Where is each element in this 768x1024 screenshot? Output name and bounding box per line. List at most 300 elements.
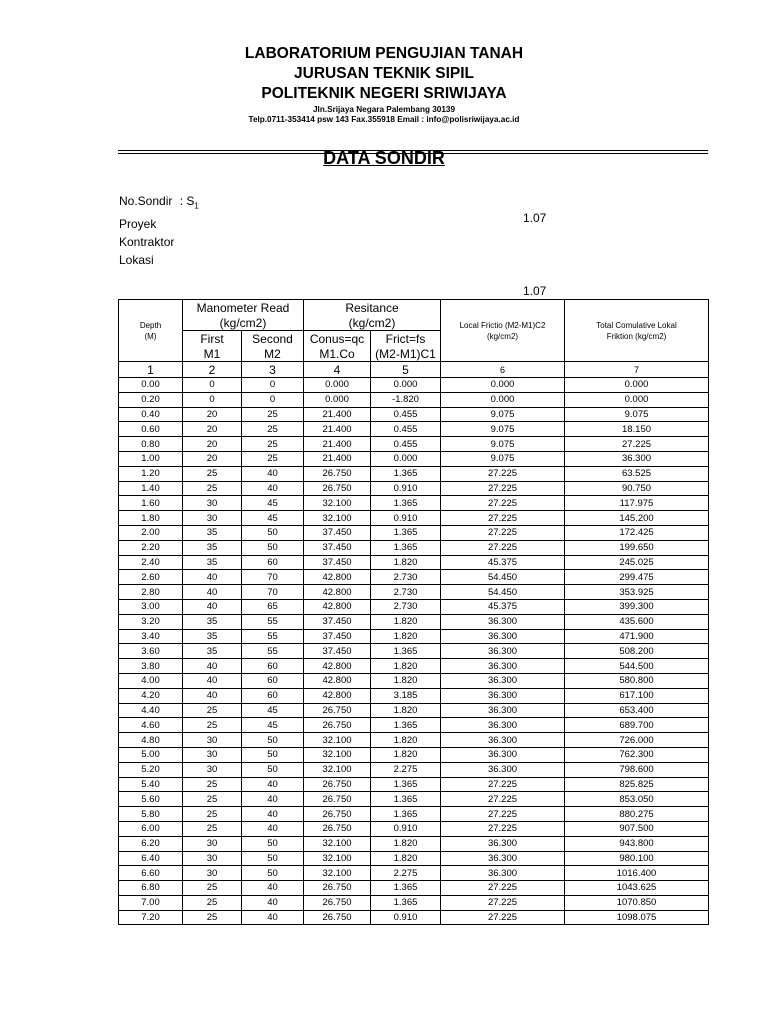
table-cell: 117.975 [565, 496, 709, 511]
table-cell: 40 [242, 792, 304, 807]
table-row [119, 392, 709, 407]
table-cell: 2.730 [371, 599, 441, 614]
no-sondir-subscript: 1 [194, 201, 199, 211]
table-cell: 27.225 [441, 481, 565, 496]
table-cell: 907.500 [565, 821, 709, 836]
header-line-3: POLITEKNIK NEGERI SRIWIJAYA [261, 85, 507, 102]
table-row [119, 836, 709, 851]
table-cell: 27.225 [441, 821, 565, 836]
table-cell: 40 [242, 895, 304, 910]
table-cell: 36.300 [441, 836, 565, 851]
table-cell: 50 [242, 540, 304, 555]
table-cell: 1.00 [119, 451, 183, 466]
table-cell: 42.800 [304, 659, 371, 674]
table-cell: 30 [183, 866, 242, 881]
table-cell: 27.225 [441, 792, 565, 807]
table-cell: 1.365 [371, 466, 441, 481]
table-cell: 1.820 [371, 673, 441, 688]
table-cell: 45 [242, 703, 304, 718]
table-cell: 21.400 [304, 422, 371, 437]
table-cell: 30 [183, 836, 242, 851]
table-cell: 54.450 [441, 585, 565, 600]
table-row [119, 496, 709, 511]
table-cell: 1.820 [371, 555, 441, 570]
table-cell: 3.80 [119, 659, 183, 674]
table-cell: 25 [242, 422, 304, 437]
table-cell: 27.225 [565, 437, 709, 452]
table-cell: 1.820 [371, 836, 441, 851]
table-cell: 70 [242, 585, 304, 600]
table-cell: 32.100 [304, 511, 371, 526]
table-cell: 40 [242, 881, 304, 896]
header-resitance: Resitance [304, 300, 441, 316]
table-cell: 32.100 [304, 496, 371, 511]
table-cell: 1.20 [119, 466, 183, 481]
table-cell: 0.910 [371, 821, 441, 836]
table-cell: 36.300 [441, 762, 565, 777]
table-row [119, 555, 709, 570]
table-cell: 1.365 [371, 718, 441, 733]
table-cell: 4.80 [119, 733, 183, 748]
table-cell: 245.025 [565, 555, 709, 570]
lab-header [0, 44, 768, 125]
table-cell: 853.050 [565, 792, 709, 807]
meta-value-b: 1.07 [523, 284, 547, 298]
table-cell: 6.40 [119, 851, 183, 866]
header-frict: Frict=fs [371, 331, 441, 347]
table-cell: 37.450 [304, 629, 371, 644]
table-cell: 30 [183, 733, 242, 748]
table-cell: 2.275 [371, 762, 441, 777]
table-row [119, 688, 709, 703]
table-cell: 27.225 [441, 910, 565, 925]
table-cell: 2.40 [119, 555, 183, 570]
table-cell: 9.075 [441, 407, 565, 422]
table-cell: 825.825 [565, 777, 709, 792]
table-cell: 25 [183, 777, 242, 792]
table-cell: 4.00 [119, 673, 183, 688]
table-row [119, 481, 709, 496]
table-row [119, 807, 709, 822]
column-number-row [119, 362, 709, 378]
table-cell: 1.365 [371, 644, 441, 659]
table-row [119, 466, 709, 481]
table-cell: 1.820 [371, 659, 441, 674]
table-cell: 36.300 [441, 659, 565, 674]
table-cell: 36.300 [441, 718, 565, 733]
table-cell: 45.375 [441, 599, 565, 614]
header-conus: Conus=qc [304, 331, 371, 347]
header-m2m1c1: (M2-M1)C1 [371, 346, 441, 362]
table-cell: 6.60 [119, 866, 183, 881]
table-cell: 36.300 [441, 688, 565, 703]
table-cell: 54.450 [441, 570, 565, 585]
table-cell: 26.750 [304, 777, 371, 792]
table-row [119, 910, 709, 925]
page-title: DATA SONDIR [323, 148, 445, 168]
meta-no-sondir [119, 192, 199, 215]
table-cell: 4.20 [119, 688, 183, 703]
table-cell: 880.275 [565, 807, 709, 822]
table-cell: 798.600 [565, 762, 709, 777]
table-cell: 6.20 [119, 836, 183, 851]
table-cell: 0 [242, 392, 304, 407]
meta-kontraktor: Kontraktor [119, 235, 175, 250]
table-cell: 0.000 [441, 378, 565, 393]
table-cell: 42.800 [304, 688, 371, 703]
table-cell: 4.60 [119, 718, 183, 733]
table-cell: 3.00 [119, 599, 183, 614]
table-cell: 0 [242, 378, 304, 393]
table-cell: 27.225 [441, 807, 565, 822]
header-local-friction: Local Frictio (M2-M1)C2 (kg/cm2) [441, 300, 565, 362]
column-number: 6 [441, 362, 565, 378]
table-cell: 26.750 [304, 718, 371, 733]
table-cell: 37.450 [304, 614, 371, 629]
table-cell: 172.425 [565, 525, 709, 540]
table-row [119, 821, 709, 836]
table-cell: 3.20 [119, 614, 183, 629]
header-depth: Depth (M) [119, 300, 183, 362]
table-row [119, 703, 709, 718]
table-cell: 2.20 [119, 540, 183, 555]
table-cell: 0.455 [371, 407, 441, 422]
table-cell: 5.40 [119, 777, 183, 792]
table-cell: 26.750 [304, 792, 371, 807]
table-cell: 1.365 [371, 525, 441, 540]
table-row [119, 629, 709, 644]
header-m1co: M1.Co [304, 346, 371, 362]
table-cell: 435.600 [565, 614, 709, 629]
table-row [119, 540, 709, 555]
table-cell: 26.750 [304, 466, 371, 481]
table-cell: 21.400 [304, 407, 371, 422]
table-cell: 27.225 [441, 895, 565, 910]
table-cell: 0.000 [371, 451, 441, 466]
table-cell: 25 [242, 407, 304, 422]
table-cell: 30 [183, 511, 242, 526]
table-cell: 25 [183, 881, 242, 896]
table-cell: 70 [242, 570, 304, 585]
table-cell: 50 [242, 866, 304, 881]
table-cell: 21.400 [304, 451, 371, 466]
table-cell: 40 [242, 481, 304, 496]
table-cell: 40 [242, 821, 304, 836]
table-cell: 37.450 [304, 644, 371, 659]
table-cell: 1.365 [371, 792, 441, 807]
table-cell: 26.750 [304, 807, 371, 822]
table-cell: 36.300 [441, 703, 565, 718]
table-cell: 1.820 [371, 733, 441, 748]
table-cell: 26.750 [304, 910, 371, 925]
column-number: 2 [183, 362, 242, 378]
table-cell: 36.300 [441, 866, 565, 881]
header-contact: Telp.0711-353414 psw 143 Fax.355918 Email : info@polisriwijaya.ac.id [248, 115, 520, 124]
table-row [119, 777, 709, 792]
table-cell: 36.300 [441, 614, 565, 629]
table-cell: 1070.850 [565, 895, 709, 910]
table-cell: 25 [183, 821, 242, 836]
table-cell: 0.000 [371, 378, 441, 393]
table-cell: 0.000 [304, 392, 371, 407]
header-total-friction: Total Comulative Lokal Friktion (kg/cm2) [565, 300, 709, 362]
table-cell: 27.225 [441, 466, 565, 481]
table-cell: 30 [183, 496, 242, 511]
table-cell: 60 [242, 555, 304, 570]
table-cell: 1.365 [371, 496, 441, 511]
table-cell: 26.750 [304, 895, 371, 910]
table-cell: 30 [183, 762, 242, 777]
table-cell: 26.750 [304, 821, 371, 836]
table-cell: 60 [242, 688, 304, 703]
table-cell: 27.225 [441, 777, 565, 792]
table-cell: 1.820 [371, 629, 441, 644]
table-cell: 6.00 [119, 821, 183, 836]
table-cell: 25 [183, 910, 242, 925]
table-cell: 50 [242, 836, 304, 851]
table-cell: 762.300 [565, 747, 709, 762]
table-cell: 36.300 [441, 747, 565, 762]
table-cell: 45 [242, 496, 304, 511]
table-row [119, 673, 709, 688]
table-row [119, 895, 709, 910]
table-cell: 1016.400 [565, 866, 709, 881]
table-row [119, 614, 709, 629]
table-row [119, 762, 709, 777]
column-number: 5 [371, 362, 441, 378]
table-row [119, 407, 709, 422]
header-m2: M2 [242, 346, 304, 362]
table-row [119, 881, 709, 896]
table-cell: 45.375 [441, 555, 565, 570]
table-cell: 1.365 [371, 807, 441, 822]
table-cell: 32.100 [304, 866, 371, 881]
table-cell: 25 [183, 703, 242, 718]
column-number: 7 [565, 362, 709, 378]
table-cell: 25 [183, 895, 242, 910]
table-row [119, 644, 709, 659]
table-cell: 0.910 [371, 511, 441, 526]
table-cell: 26.750 [304, 881, 371, 896]
table-row [119, 747, 709, 762]
table-cell: 40 [242, 807, 304, 822]
table-cell: 20 [183, 437, 242, 452]
table-cell: 353.925 [565, 585, 709, 600]
table-cell: 36.300 [441, 644, 565, 659]
table-row [119, 599, 709, 614]
table-cell: 25 [183, 718, 242, 733]
table-cell: 32.100 [304, 836, 371, 851]
header-manometer-unit: (kg/cm2) [183, 315, 304, 331]
table-cell: 0.20 [119, 392, 183, 407]
table-cell: 32.100 [304, 747, 371, 762]
table-cell: 32.100 [304, 851, 371, 866]
header-m1: M1 [183, 346, 242, 362]
table-cell: 3.185 [371, 688, 441, 703]
table-cell: 45 [242, 511, 304, 526]
table-cell: 0.80 [119, 437, 183, 452]
table-cell: 0 [183, 378, 242, 393]
table-cell: 1.365 [371, 895, 441, 910]
table-cell: 3.40 [119, 629, 183, 644]
table-cell: 27.225 [441, 496, 565, 511]
table-row [119, 525, 709, 540]
header-line-2: JURUSAN TEKNIK SIPIL [294, 65, 474, 82]
no-sondir-label: No.Sondir [119, 194, 173, 208]
table-cell: 40 [183, 688, 242, 703]
table-cell: 50 [242, 525, 304, 540]
table-cell: 50 [242, 762, 304, 777]
table-cell: 30 [183, 851, 242, 866]
table-row [119, 585, 709, 600]
table-cell: 2.275 [371, 866, 441, 881]
table-cell: 0.000 [441, 392, 565, 407]
table-cell: 9.075 [441, 422, 565, 437]
table-row [119, 422, 709, 437]
table-cell: 0.910 [371, 910, 441, 925]
table-cell: 1.820 [371, 747, 441, 762]
table-cell: 65 [242, 599, 304, 614]
table-cell: 26.750 [304, 703, 371, 718]
table-cell: 36.300 [441, 673, 565, 688]
table-cell: 653.400 [565, 703, 709, 718]
table-cell: 35 [183, 525, 242, 540]
table-row [119, 733, 709, 748]
table-cell: 9.075 [441, 437, 565, 452]
table-cell: 0.00 [119, 378, 183, 393]
table-cell: 943.800 [565, 836, 709, 851]
table-cell: 50 [242, 747, 304, 762]
header-first: First [183, 331, 242, 347]
table-cell: 27.225 [441, 881, 565, 896]
table-cell: 1.60 [119, 496, 183, 511]
table-cell: 50 [242, 851, 304, 866]
table-cell: 42.800 [304, 570, 371, 585]
table-cell: 26.750 [304, 481, 371, 496]
header-line-1: LABORATORIUM PENGUJIAN TANAH [244, 45, 524, 62]
table-cell: 0.000 [565, 392, 709, 407]
table-cell: 35 [183, 644, 242, 659]
table-cell: 40 [242, 910, 304, 925]
table-cell: 60 [242, 659, 304, 674]
table-cell: 37.450 [304, 540, 371, 555]
table-cell: 980.100 [565, 851, 709, 866]
table-cell: 50 [242, 733, 304, 748]
table-cell: 580.800 [565, 673, 709, 688]
table-cell: 25 [183, 807, 242, 822]
table-row [119, 659, 709, 674]
header-manometer: Manometer Read [183, 300, 304, 316]
header-address: Jln.Srijaya Negara Palembang 30139 [313, 105, 455, 114]
table-cell: 42.800 [304, 585, 371, 600]
table-cell: 90.750 [565, 481, 709, 496]
table-cell: 35 [183, 540, 242, 555]
column-number: 1 [119, 362, 183, 378]
table-cell: 36.300 [441, 629, 565, 644]
table-cell: 471.900 [565, 629, 709, 644]
table-cell: 25 [242, 451, 304, 466]
no-sondir-value: : S [179, 194, 195, 208]
table-cell: 55 [242, 614, 304, 629]
table-row [119, 378, 709, 393]
table-cell: 5.60 [119, 792, 183, 807]
table-cell: 40 [183, 570, 242, 585]
meta-value-a: 1.07 [523, 211, 547, 225]
table-cell: 42.800 [304, 599, 371, 614]
table-row [119, 451, 709, 466]
table-row [119, 511, 709, 526]
table-cell: 35 [183, 555, 242, 570]
table-cell: 40 [242, 777, 304, 792]
table-cell: 32.100 [304, 733, 371, 748]
table-cell: 1.820 [371, 614, 441, 629]
table-cell: 1.365 [371, 540, 441, 555]
meta-block [119, 192, 199, 269]
column-number: 4 [304, 362, 371, 378]
table-cell: 55 [242, 644, 304, 659]
table-cell: 1.40 [119, 481, 183, 496]
table-cell: 2.60 [119, 570, 183, 585]
table-cell: 1.820 [371, 703, 441, 718]
table-cell: 1.80 [119, 511, 183, 526]
table-cell: 0.455 [371, 422, 441, 437]
table-row [119, 718, 709, 733]
table-cell: 42.800 [304, 673, 371, 688]
table-cell: 45 [242, 718, 304, 733]
header-resitance-unit: (kg/cm2) [304, 315, 441, 331]
table-cell: 1043.625 [565, 881, 709, 896]
table-cell: 36.300 [441, 851, 565, 866]
table-cell: 5.80 [119, 807, 183, 822]
table-cell: 37.450 [304, 525, 371, 540]
table-cell: 1.365 [371, 777, 441, 792]
table-cell: 27.225 [441, 511, 565, 526]
table-cell: 55 [242, 629, 304, 644]
table-cell: 5.20 [119, 762, 183, 777]
table-row [119, 570, 709, 585]
table-cell: 726.000 [565, 733, 709, 748]
table-cell: 1.365 [371, 881, 441, 896]
table-cell: 60 [242, 673, 304, 688]
table-cell: 617.100 [565, 688, 709, 703]
sondir-table [118, 299, 709, 925]
table-cell: 0.455 [371, 437, 441, 452]
table-cell: 20 [183, 451, 242, 466]
table-cell: 20 [183, 407, 242, 422]
table-cell: 2.730 [371, 585, 441, 600]
table-cell: 25 [183, 466, 242, 481]
table-header [119, 300, 709, 378]
table-cell: 40 [242, 466, 304, 481]
table-cell: 299.475 [565, 570, 709, 585]
column-number: 3 [242, 362, 304, 378]
table-cell: 2.00 [119, 525, 183, 540]
table-cell: 27.225 [441, 540, 565, 555]
table-cell: 9.075 [441, 451, 565, 466]
table-cell: 32.100 [304, 762, 371, 777]
table-cell: 0.60 [119, 422, 183, 437]
table-cell: 40 [183, 673, 242, 688]
table-cell: 25 [183, 481, 242, 496]
table-cell: 5.00 [119, 747, 183, 762]
table-cell: 36.300 [441, 733, 565, 748]
table-body [119, 378, 709, 925]
meta-lokasi: Lokasi [119, 253, 154, 268]
table-cell: 25 [183, 792, 242, 807]
table-cell: 199.650 [565, 540, 709, 555]
table-cell: 40 [183, 599, 242, 614]
table-cell: 689.700 [565, 718, 709, 733]
